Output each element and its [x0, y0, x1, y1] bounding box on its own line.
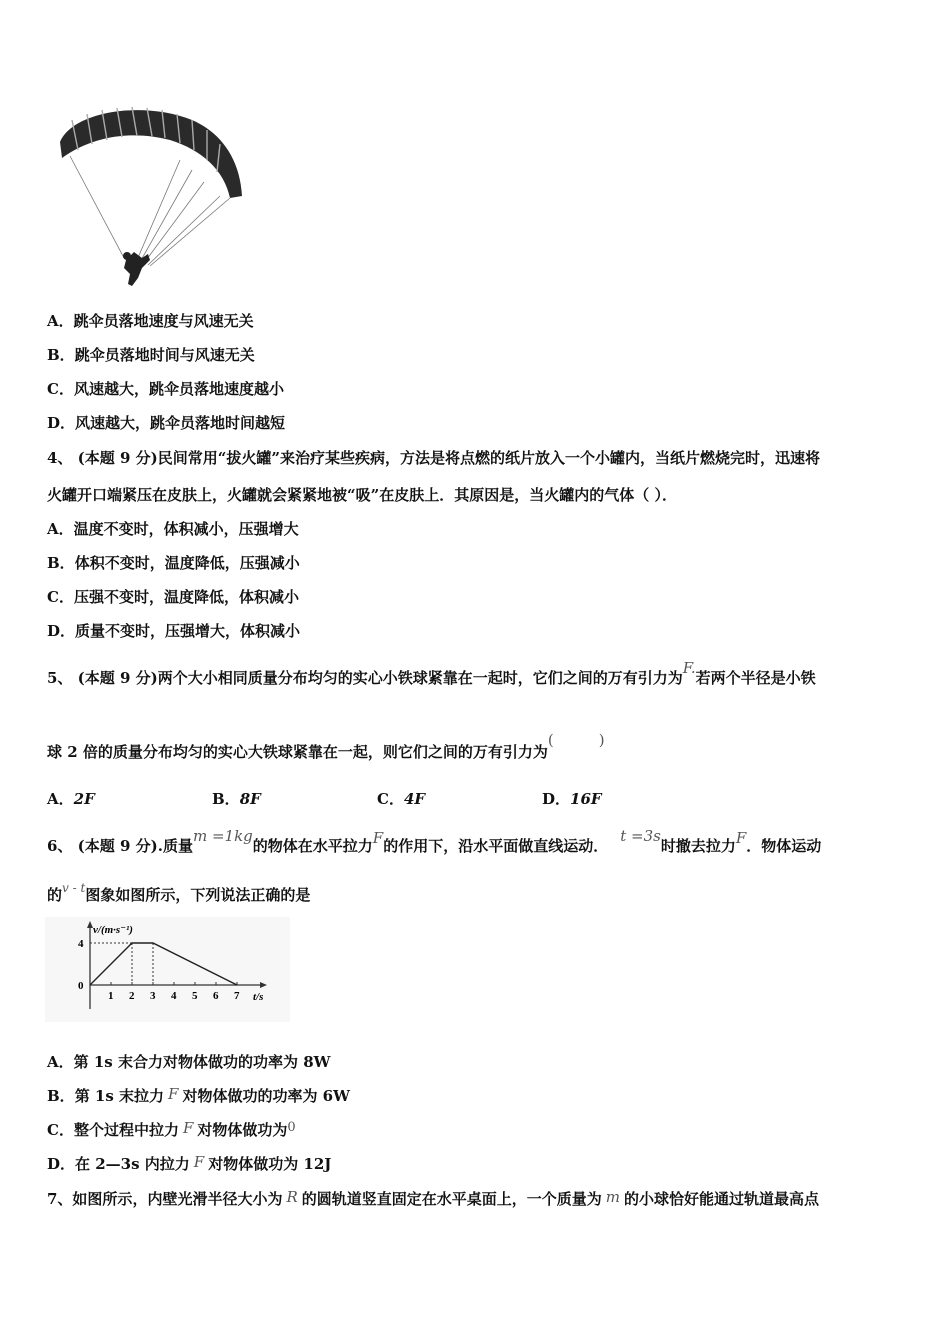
math-F: F [182, 1119, 194, 1137]
x-tick-label: 7 [234, 990, 240, 1002]
option-a: A．跳伞员落地速度与风速无关 [47, 312, 254, 330]
math-F: F. [682, 659, 696, 677]
q5-options [47, 789, 707, 809]
x-tick-label: 5 [192, 990, 198, 1002]
math-m: m [605, 1188, 620, 1206]
q5-option-d: D．16F [542, 790, 602, 808]
vt-chart [45, 917, 290, 1022]
y-tick-label: 0 [78, 980, 84, 992]
math-F: F [193, 1153, 205, 1171]
x-axis-label: t/s [253, 991, 264, 1003]
q5-option-a: A．2F [47, 790, 95, 808]
q4-option-c: C．压强不变时，温度降低，体积减小 [47, 588, 299, 606]
q4-option-a: A．温度不变时，体积减小，压强增大 [47, 520, 299, 538]
x-tick-label: 3 [150, 990, 156, 1002]
option-c: C．风速越大，跳伞员落地速度越小 [47, 380, 284, 398]
math-m: m =1kg [192, 827, 253, 845]
q4-option-b: B．体积不变时，温度降低，压强减小 [47, 554, 300, 572]
question-6-line1: 6、 (本题 9 分).质量m =1kg的物体在水平拉力F的作用下，沿水平面做直线运动．t =3s时撤去拉力F．物体运动 [47, 827, 822, 855]
x-tick-label: 6 [213, 990, 219, 1002]
q4-option-d: D．质量不变时，压强增大，体积减小 [47, 622, 301, 640]
math-paren: ( ) [547, 731, 605, 749]
math-vt: v - t [62, 881, 86, 895]
parachute-figure [52, 100, 252, 290]
q6-option-c: C．整个过程中拉力 F 对物体做功为0 [47, 1119, 296, 1139]
math-F: F [372, 829, 384, 847]
q6-option-d: D．在 2—3s 内拉力 F 对物体做功为 12J [47, 1153, 332, 1173]
option-d: D．风速越大，跳伞员落地时间越短 [47, 414, 286, 432]
question-5-line2: 球 2 倍的质量分布均匀的实心大铁球紧靠在一起，则它们之间的万有引力为( ) [47, 731, 605, 761]
x-tick-label: 2 [129, 990, 135, 1002]
q6-option-b: B．第 1s 末拉力 F 对物体做功的功率为 6W [47, 1085, 350, 1105]
math-zero: 0 [287, 1120, 296, 1135]
math-F: F [168, 1085, 179, 1103]
q5-option-c: C．4F [377, 790, 426, 808]
option-b: B．跳伞员落地时间与风速无关 [47, 346, 255, 364]
question-7-line1: 7、如图所示，内壁光滑半径大小为 R 的圆轨道竖直固定在水平桌面上，一个质量为 m 的小球恰好能通过轨道最高点 [47, 1188, 820, 1208]
q5-option-b: B．8F [212, 790, 261, 808]
question-4-line1: 4、 (本题 9 分)民间常用“拔火罐”来治疗某些疾病，方法是将点燃的纸片放入一个小罐内，当纸片燃烧完时，迅速将 [47, 449, 820, 467]
x-tick-label: 4 [171, 990, 177, 1002]
question-5-line1: 5、 (本题 9 分)两个大小相同质量分布均匀的实心小铁球紧靠在一起时，它们之间的万有引力为F.若两个半径是小铁 [47, 659, 816, 687]
y-axis-label: v/(m·s⁻¹) [93, 924, 133, 936]
math-t: t =3s [620, 827, 661, 845]
y-tick-label: 4 [78, 938, 84, 950]
question-6-line2: 的$^{v - t}$图象如图所示，下列说法正确的是 [47, 881, 311, 904]
math-R: R [286, 1188, 298, 1206]
math-F: F [735, 829, 747, 847]
question-4-line2: 火罐开口端紧压在皮肤上，火罐就会紧紧地被“吸”在皮肤上．其原因是，当火罐内的气体（ ）． [47, 486, 677, 504]
q6-option-a: A．第 1s 末合力对物体做功的功率为 8W [47, 1053, 331, 1071]
x-tick-label: 1 [108, 990, 114, 1002]
